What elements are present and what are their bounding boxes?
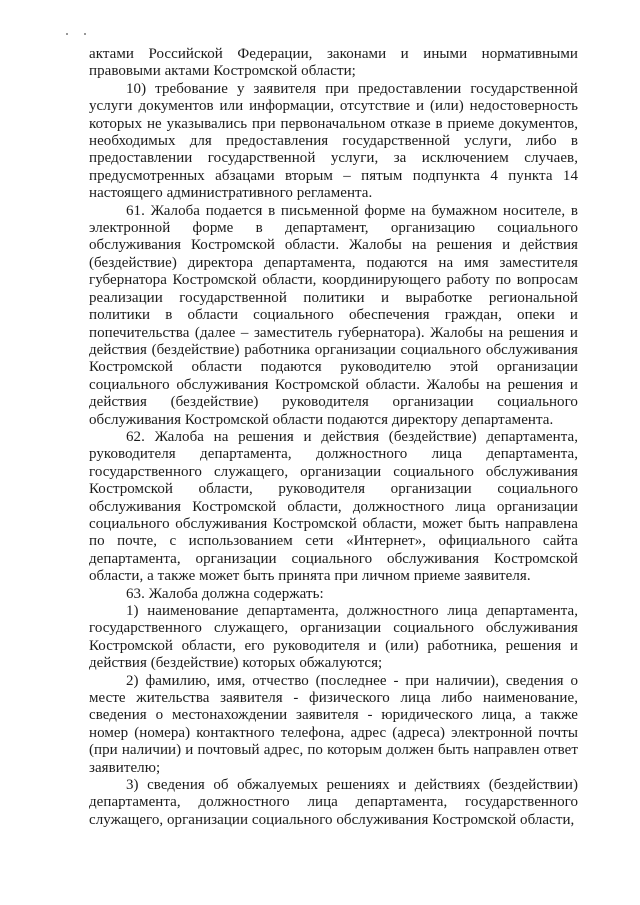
paragraph-item-10: 10) требование у заявителя при предоставлении государственной услуги документов или информации, отсутствие и (или) недостоверность которых не указывались при первоначальном отказе в приеме документов, необходимых для предоставления государственной услуги, либо в предоставлении государственной услуги, за исключением случаев, предусмотренных абзацами вторым – пятым подпункта 4 пункта 14 настоящего административного регламента. [89,80,578,202]
scan-mark [84,33,86,35]
paragraph-61: 61. Жалоба подается в письменной форме на бумажном носителе, в электронной форме в департамент, организацию социального обслуживания Костромской области. Жалобы на решения и действия (бездействие) директора департамента, подаются на имя заместителя губернатора Костромской области, координирующего работу по вопросам реализации государственной политики и выработке региональной политики в области социального обеспечения граждан, опеки и попечительства (далее – заместитель губернатора). Жалобы на решения и действия (бездействие) работника организации социального обслуживания Костромской области подаются руководителю этой организации социального обслуживания Костромской области. Жалобы на решения и действия (бездействие) руководителя организации социального обслуживания Костромской области подаются директору департамента. [89,202,578,428]
paragraph-continuation: актами Российской Федерации, законами и иными нормативными правовыми актами Костромской области; [89,46,578,80]
paragraph-62: 62. Жалоба на решения и действия (бездействие) департамента, руководителя департамента, должностного лица департамента, государственного служащего, организации социального обслуживания Костромской области, руководителя организации социального обслуживания Костромской области, должностного лица организации социального обслуживания Костромской области, может быть направлена по почте, с использованием сети «Интернет», официального сайта департамента, организации социального обслуживания Костромской области, а также может быть принята при личном приеме заявителя. [89,428,578,585]
paragraph-63-item-1: 1) наименование департамента, должностного лица департамента, государственного служащего, организации социального обслуживания Костромской области, его руководителя и (или) работника, решения и действия (бездействие) которых обжалуются; [89,603,578,672]
paragraph-63-item-3: 3) сведения об обжалуемых решениях и действиях (бездействии) департамента, должностного лица департамента, государственного служащего, организации социального обслуживания Костромской области, [89,777,578,828]
paragraph-63: 63. Жалоба должна содержать: [126,585,324,602]
document-body [89,46,578,829]
paragraph-63-item-2: 2) фамилию, имя, отчество (последнее - при наличии), сведения о месте жительства заявителя - физического лица либо наименование, сведения о местонахождении заявителя - юридического лица, а также номер (номера) контактного телефона, адрес (адреса) электронной почты (при наличии) и почтовый адрес, по которым должен быть направлен ответ заявителю; [89,672,578,776]
scan-mark [66,33,68,35]
